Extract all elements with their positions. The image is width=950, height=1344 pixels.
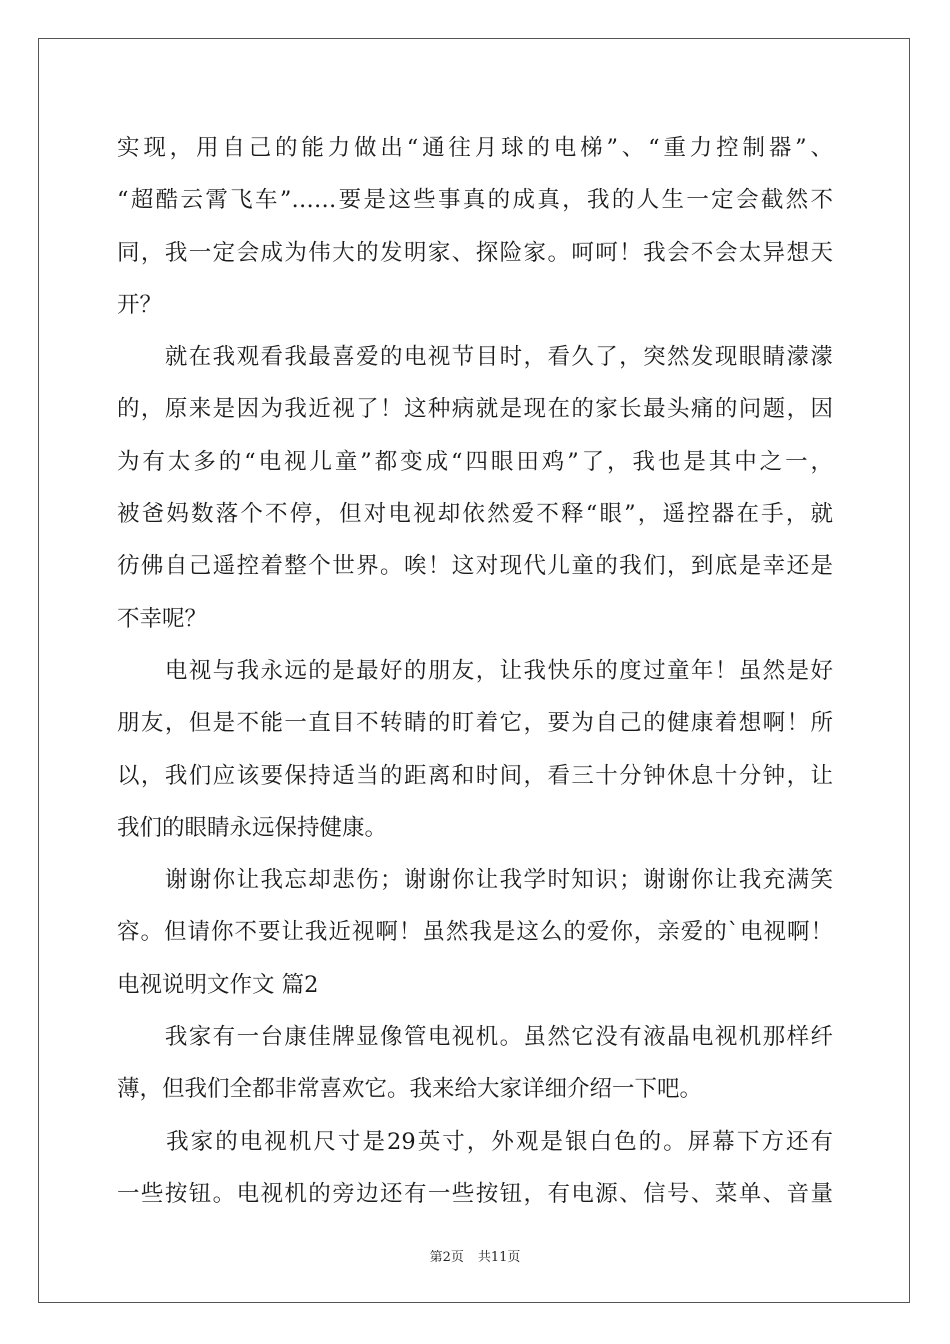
text-line: 彷佛自己遥控着整个世界。唉！这对现代儿童的我们，到底是幸还是 [117, 553, 833, 580]
text-line: 被爸妈数落个不停，但对电视却依然爱不释“眼”，遥控器在手，就 [117, 501, 833, 528]
page-total: 共11页 [477, 1250, 521, 1265]
document-body [117, 122, 833, 1220]
text-line: 电视说明文作文 篇2 [117, 971, 319, 998]
text-line: 就在我观看我最喜爱的电视节目时，看久了，突然发现眼睛濛濛 [117, 344, 833, 371]
text-line: 我家的电视机尺寸是29英寸，外观是银白色的。屏幕下方还有 [117, 1128, 833, 1155]
text-line: 电视与我永远的是最好的朋友，让我快乐的度过童年！虽然是好 [117, 657, 833, 684]
text-line: 一些按钮。电视机的旁边还有一些按钮，有电源、信号、菜单、音量 [117, 1180, 833, 1207]
text-line: 的，原来是因为我近视了！这种病就是现在的家长最头痛的问题，因 [117, 396, 833, 423]
text-line: 我家有一台康佳牌显像管电视机。虽然它没有液晶电视机那样纤 [117, 1024, 833, 1051]
page-footer [0, 1246, 950, 1265]
text-line: 同，我一定会成为伟大的发明家、探险家。呵呵！我会不会太异想天 [117, 239, 833, 266]
text-line: 实现，用自己的能力做出“通往月球的电梯”、“重力控制器”、 [117, 135, 833, 161]
text-line: 以，我们应该要保持适当的距离和时间，看三十分钟休息十分钟，让 [117, 762, 833, 789]
text-line: 容。但请你不要让我近视啊！虽然我是这么的爱你，亲爱的`电视啊！ [117, 919, 833, 946]
text-line: 谢谢你让我忘却悲伤；谢谢你让我学时知识；谢谢你让我充满笑 [117, 867, 833, 894]
text-line: 我们的眼睛永远保持健康。 [117, 814, 388, 841]
text-line: “超酷云霄飞车”……要是这些事真的成真，我的人生一定会截然不 [117, 187, 833, 214]
text-line: 朋友，但是不能一直目不转睛的盯着它，要为自己的健康着想啊！所 [117, 710, 833, 737]
text-line: 开？ [117, 291, 163, 318]
text-line: 不幸呢？ [117, 605, 208, 632]
page-number: 第2页 [429, 1250, 464, 1265]
text-line: 薄，但我们全都非常喜欢它。我来给大家详细介绍一下吧。 [117, 1076, 703, 1103]
text-line: 为有太多的“电视儿童”都变成“四眼田鸡”了，我也是其中之一， [117, 448, 833, 475]
